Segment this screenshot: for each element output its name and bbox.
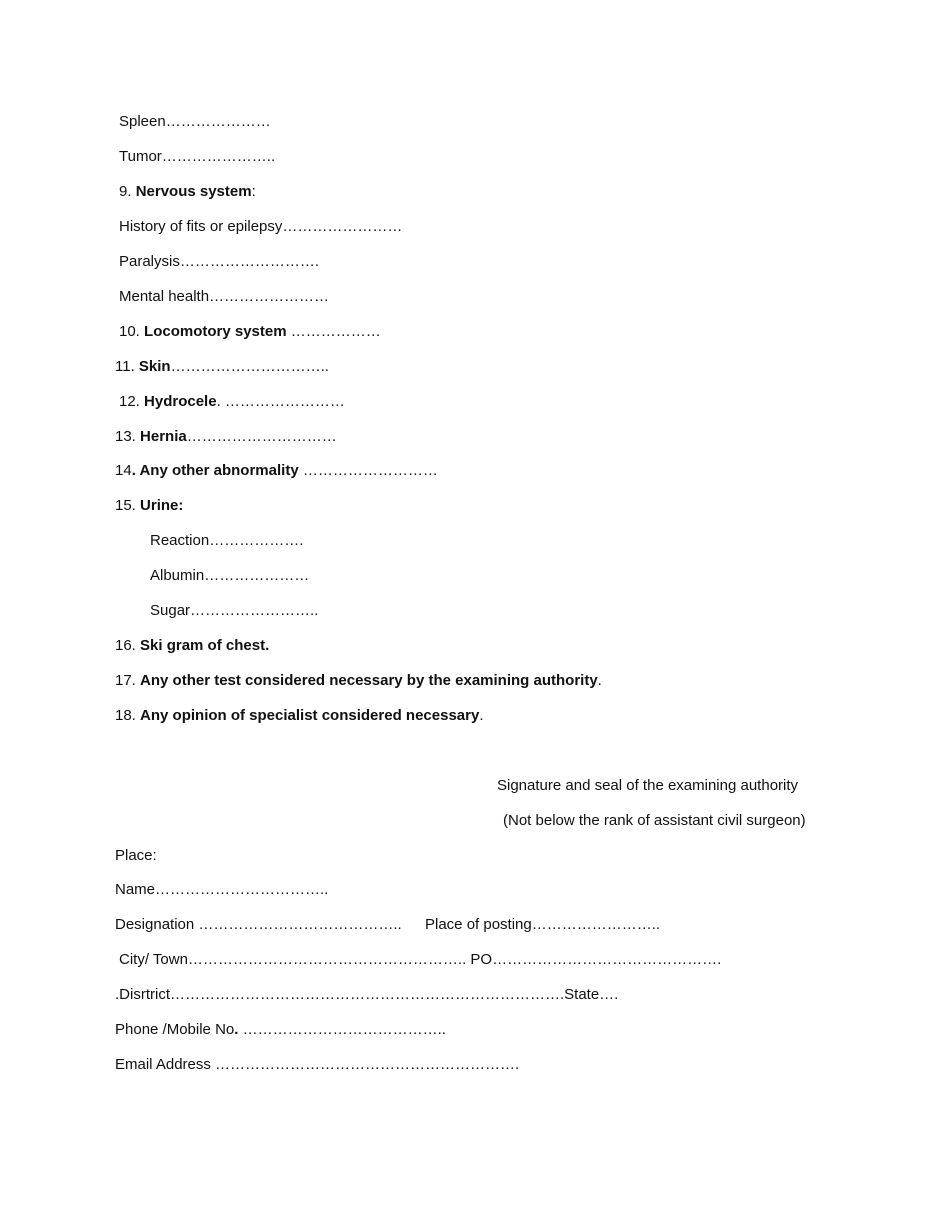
place-of-posting-field: Place of posting……………………..	[425, 916, 661, 933]
phone-mobile-field	[115, 1020, 446, 1040]
item-tail: .	[479, 707, 484, 724]
nervous-system-heading	[119, 182, 256, 202]
designation-field: Designation …………………………………..	[115, 916, 402, 933]
item-label: Any opinion of specialist considered necessary	[140, 707, 480, 724]
item-tail: …………………………	[186, 428, 337, 445]
specialist-opinion-line	[115, 706, 483, 726]
item-label: Hernia	[140, 428, 187, 445]
item-label: Locomotory system	[144, 323, 287, 340]
rank-note: (Not below the rank of assistant civil surgeon)	[503, 812, 806, 829]
other-abnormality-line	[115, 461, 438, 481]
item-number: 15.	[115, 497, 141, 514]
urine-heading	[115, 496, 183, 516]
signature-seal-label: Signature and seal of the examining authority	[497, 777, 799, 794]
item-number: 14	[115, 462, 132, 479]
mental-health-line: Mental health……………………	[119, 288, 330, 305]
skin-line	[115, 357, 329, 377]
hydrocele-line	[119, 392, 345, 412]
spleen-line: Spleen…………………	[119, 113, 271, 130]
urine-reaction-line: Reaction……………….	[150, 532, 304, 549]
item-tail: :	[251, 183, 256, 200]
item-label: . Any other abnormality	[131, 462, 299, 479]
email-address-field: Email Address …………………………………………………….	[115, 1056, 520, 1073]
phone-dots: …………………………………..	[238, 1021, 446, 1038]
place-field: Place:	[115, 847, 157, 864]
item-label: Ski gram of chest.	[140, 637, 270, 654]
urine-albumin-line: Albumin…………………	[150, 567, 310, 584]
item-label: Hydrocele	[144, 393, 217, 410]
other-test-line	[115, 671, 602, 691]
chest-skiagram-line	[115, 636, 269, 656]
item-number: 18.	[115, 707, 141, 724]
item-label: Urine:	[140, 497, 184, 514]
item-label: Any other test considered necessary by the examining authority	[140, 672, 598, 689]
urine-sugar-line: Sugar……………………..	[150, 602, 319, 619]
item-tail: .	[597, 672, 602, 689]
hernia-line	[115, 427, 337, 447]
item-number: 12.	[119, 393, 145, 410]
item-number: 11.	[115, 358, 139, 375]
phone-label: Phone /Mobile No	[115, 1021, 235, 1038]
item-tail: . ……………………	[216, 393, 345, 410]
item-number: 10.	[119, 323, 145, 340]
city-town-po-field: City/ Town……………………………………………….. PO……………………………………….	[119, 951, 722, 968]
tumor-line: Tumor…………………..	[119, 148, 276, 165]
item-number: 16.	[115, 637, 141, 654]
item-number: 13.	[115, 428, 141, 445]
item-number: 17.	[115, 672, 141, 689]
item-tail: ………………	[286, 323, 381, 340]
fits-epilepsy-line: History of fits or epilepsy……………………	[119, 218, 403, 235]
name-field: Name……………………………..	[115, 881, 329, 898]
item-number: 9.	[119, 183, 136, 200]
paralysis-line: Paralysis……………………….	[119, 253, 320, 270]
item-tail: ………………………	[298, 462, 438, 479]
locomotory-system-line	[119, 322, 381, 342]
phone-dot: .	[234, 1021, 239, 1038]
item-label: Nervous system	[135, 183, 252, 200]
district-state-field: .Disrtrict…………………………………………………………………….State….	[115, 986, 619, 1003]
item-label: Skin	[138, 358, 171, 375]
item-tail: …………………………..	[170, 358, 329, 375]
